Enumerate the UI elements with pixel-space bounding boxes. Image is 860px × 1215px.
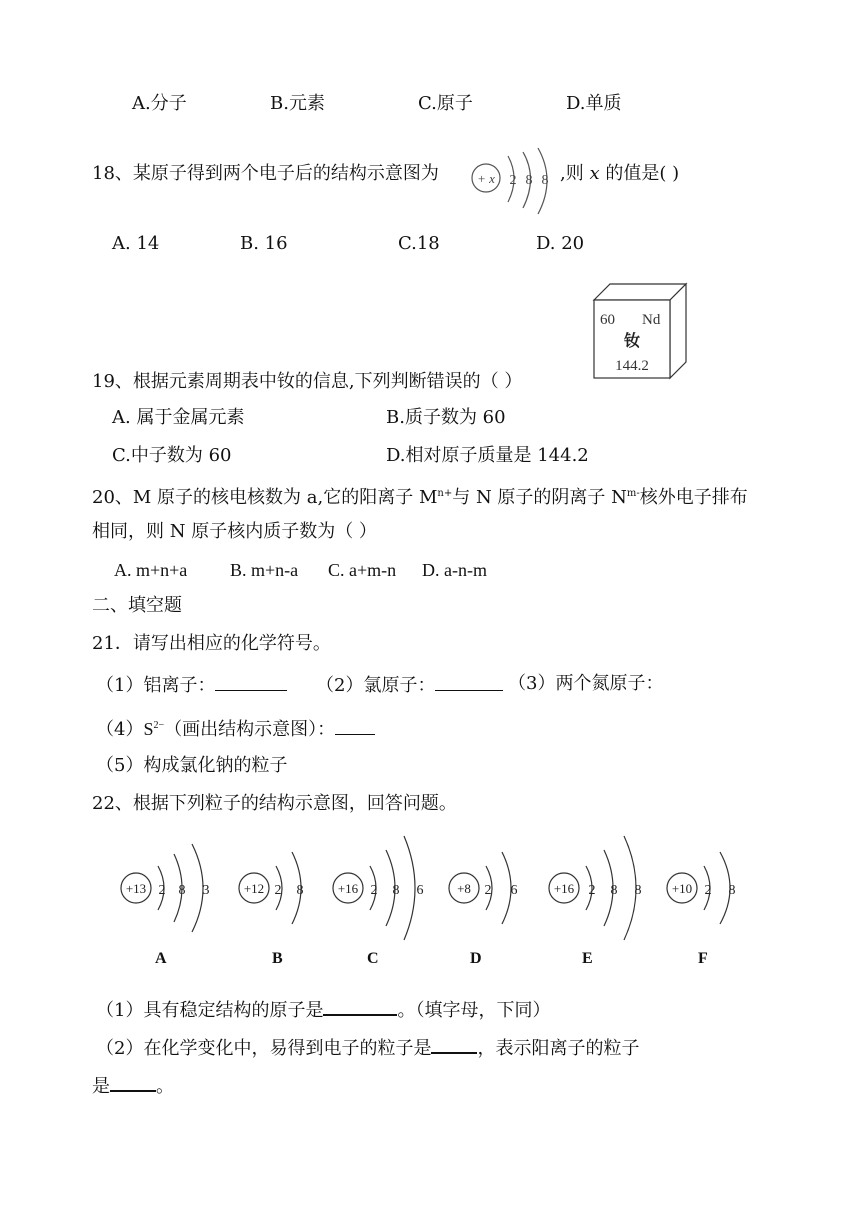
q18-stem-tail [560,162,679,186]
q19-stem: 19、根据元素周期表中钕的信息,下列判断错误的（ ） [92,371,523,392]
q21-part-4 [96,714,375,742]
q18-shell-3: 8 [541,173,549,188]
q21-part2-blank[interactable] [435,672,503,691]
q21-part-2 [316,672,503,698]
q22-answer-1 [96,996,550,1023]
particle-a-nucleus-label: +13 [125,881,147,896]
q18-stem-after-1: ,则 [560,163,590,184]
q18-variable: x [589,163,600,184]
particle-e-nucleus-label: +16 [553,881,575,896]
element-cell-side-face [670,284,686,378]
q18-shell-2: 8 [525,173,533,188]
particle-f-diagram [664,840,748,936]
q18-stem-before: 18、某原子得到两个电子后的结构示意图为 [92,163,439,184]
particle-f-shell-2: 8 [728,883,736,898]
particle-b-label: B [272,950,283,967]
particle-f-label: F [698,950,708,967]
particle-c-arc-3 [404,836,415,940]
particle-c-shell-2: 8 [392,883,400,898]
q18-option-d: D. 20 [536,233,585,254]
particle-b-shell-2: 8 [296,883,304,898]
particle-e-shell-3: 8 [634,883,642,898]
element-cell [588,282,688,380]
q21-part1-blank[interactable] [215,672,287,691]
q20-option-b: B. m+n-a [230,560,299,580]
element-mass: 144.2 [615,358,649,374]
q22-answer1-blank[interactable] [323,996,397,1016]
q18-stem [92,162,439,186]
particle-e-shell-1: 2 [588,883,596,898]
q22-answer2-blank-1[interactable] [431,1034,477,1054]
particle-e-label: E [582,950,593,967]
q21-part2-label: （2）氯原子： [316,675,436,696]
q21-part4-blank[interactable] [335,716,375,735]
particle-c-diagram [328,832,428,942]
particle-a-arc-3 [192,844,203,932]
q17-option-a: A.分子 [132,93,187,114]
q21-stem: 21．请写出相应的化学符号。 [92,633,331,654]
q18-option-b: B. 16 [240,233,288,254]
q20-line-1 [92,482,748,510]
q18-option-c: C.18 [398,233,440,254]
q22-answer1-note: 。（填字母，下同） [397,1000,551,1021]
particle-f-shell-1: 2 [704,883,712,898]
particle-a-shell-2: 8 [178,883,186,898]
q22-answer1-prompt: （1）具有稳定结构的原子是 [96,1000,324,1021]
q18-nucleus-label: + x [477,171,495,186]
q17-option-c: C.原子 [418,93,473,114]
element-name: 钕 [623,331,641,350]
particle-c-label: C [367,950,379,967]
section-heading: 二、填空题 [92,595,182,616]
q17-option-b: B.元素 [270,93,325,114]
q21-part4-prompt: （画出结构示意图）： [164,719,336,740]
q20-line1-a: 20、M 原子的核电核数为 a,它的阳离子 M [92,487,438,508]
q20-option-c: C. a+m-n [328,560,397,580]
q22-stem: 22、根据下列粒子的结构示意图，回答问题。 [92,793,457,814]
particle-a-shell-1: 2 [158,883,166,898]
particle-d-nucleus-label: +8 [457,881,471,896]
q20-option-d: D. a-n-m [422,560,487,580]
q20-line1-c: 核外电子排布 [639,487,748,508]
q19-option-d: D.相对原子质量是 144.2 [386,445,589,466]
q21-part-1 [96,672,287,698]
q21-part-5: （5）构成氯化钠的粒子 [96,755,288,776]
particle-d-shell-2: 6 [510,883,518,898]
q19-option-a: A. 属于金属元素 [112,407,245,428]
q19-option-b: B.质子数为 60 [386,407,506,428]
q22-answer2-prompt-2: ，表示阳离子的粒子 [477,1038,640,1059]
q21-part4-label: （4） [96,719,144,740]
particle-a-label: A [155,950,167,967]
q22-answer-2 [96,1034,639,1061]
q21-part-3: （3）两个氮原子： [508,673,664,694]
particle-d-shell-1: 2 [484,883,492,898]
particle-d-diagram [446,840,526,936]
q18-stem-after-2: 的值是( ) [599,163,680,184]
particle-c-nucleus-label: +16 [337,881,359,896]
particle-e-shell-2: 8 [610,883,618,898]
q20-anion-charge: m- [626,488,640,499]
particle-c-shell-3: 6 [416,883,424,898]
particle-b-nucleus-label: +12 [243,881,265,896]
q21-sulfide-charge: 2− [153,720,165,731]
q21-part1-label: （1）铝离子： [96,675,216,696]
q20-cation-charge: n+ [437,488,453,499]
q20-option-a: A. m+n+a [114,560,188,580]
particle-f-nucleus-label: +10 [671,881,693,896]
particle-a-shell-3: 3 [202,883,210,898]
q18-shell-1: 2 [509,173,517,188]
q22-answer-2-cont [92,1072,174,1099]
particle-e-diagram [544,832,654,942]
particle-a-diagram [118,840,218,936]
q18-atom-diagram [468,146,558,218]
q22-answer2-end: 。 [156,1076,174,1097]
q18-option-a: A. 14 [112,233,160,254]
element-number: 60 [600,312,615,328]
q20-line-2: 相同，则 N 原子核内质子数为（ ） [92,521,377,542]
q17-option-d: D.单质 [566,93,622,114]
q21-sulfide-symbol: S [143,719,154,739]
particle-d-label: D [470,950,482,967]
element-symbol: Nd [642,312,661,328]
particle-b-diagram [234,840,314,936]
q19-option-c: C.中子数为 60 [112,445,232,466]
q22-answer2-prompt-3: 是 [92,1076,110,1097]
q22-answer2-prompt: （2）在化学变化中，易得到电子的粒子是 [96,1038,432,1059]
particle-c-shell-1: 2 [370,883,378,898]
q22-answer2-blank-2[interactable] [110,1072,156,1092]
particle-b-shell-1: 2 [274,883,282,898]
q20-line1-b: 与 N 原子的阴离子 N [452,487,627,508]
